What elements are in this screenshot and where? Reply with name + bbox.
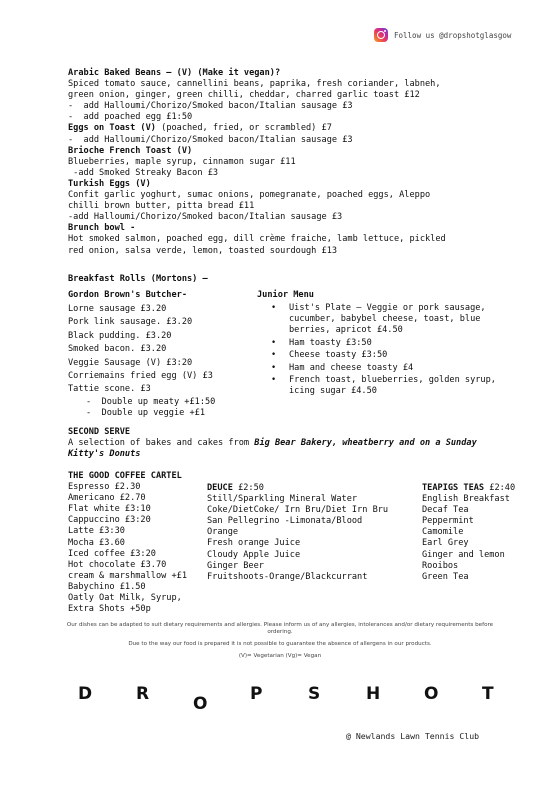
list-item: Flat white £3:10	[68, 504, 151, 515]
second-serve-text	[68, 438, 498, 461]
item-title: Arabic Baked Beans – (V) (Make it vegan)?	[68, 68, 281, 78]
list-item: Veggie Sausage (V) £3:20	[68, 357, 193, 368]
logo-letter: O	[424, 684, 439, 704]
list-item: Pork link sausage. £3.20	[68, 317, 193, 328]
deuce-title: DEUCE	[207, 483, 233, 493]
list-item: Cappuccino £3:20	[68, 515, 151, 526]
item-line: - add Halloumi/Chorizo/Smoked bacon/Italian sausage £3	[68, 134, 353, 145]
item-line: Blueberries, maple syrup, cinnamon sugar £11	[68, 156, 296, 167]
list-item: Rooibos	[422, 560, 459, 571]
dropshot-logo	[70, 684, 500, 722]
list-item: Cloudy Apple Juice	[207, 549, 301, 560]
item-line: Spiced tomato sauce, cannellini beans, paprika, fresh coriander, labneh,	[68, 79, 441, 90]
list-item: Green Tea	[422, 571, 469, 582]
brunch-section	[68, 68, 498, 257]
brunch-item	[68, 68, 498, 123]
list-item: Latte £3:30	[68, 526, 125, 537]
list-item: Coke/DietCoke/ Irn Bru/Diet Irn Bru	[207, 505, 389, 516]
allergy-notes	[60, 622, 500, 665]
list-item: cream & marshmallow +£1	[68, 570, 187, 581]
rolls-list	[68, 303, 215, 420]
item-title: Eggs on Toast (V)	[68, 123, 156, 134]
logo-letter: H	[366, 684, 381, 704]
item-title-rest: (poached, fried, or scrambled) £7	[155, 123, 332, 134]
social-link[interactable]	[374, 28, 511, 42]
list-item: Americano £2.70	[68, 493, 146, 504]
deuce-price: £2:50	[238, 483, 264, 493]
brunch-item	[68, 179, 498, 223]
list-item: Oatly Oat Milk, Syrup,	[68, 593, 182, 604]
coffee-column	[68, 471, 187, 615]
list-item: Ginger Beer	[207, 560, 264, 571]
list-item: Extra Shots +50p	[68, 604, 151, 615]
junior-list	[271, 303, 511, 399]
item-line: chilli brown butter, pitta bread £11	[68, 201, 255, 212]
list-item: Still/Sparkling Mineral Water	[207, 494, 358, 505]
list-item: • French toast, blueberries, golden syrup, icing sugar £4.50	[271, 375, 511, 397]
list-item: Tattie scone. £3	[68, 384, 151, 395]
list-item: Black pudding. £3.20	[68, 330, 172, 341]
list-item: Peppermint	[422, 516, 474, 527]
second-serve-title: SECOND SERVE	[68, 427, 131, 437]
list-item: • Ham and cheese toasty £4	[271, 363, 511, 374]
junior-title: Junior Menu	[257, 290, 314, 300]
logo-letter: T	[482, 684, 494, 704]
logo-letter: O	[193, 694, 208, 714]
list-item: Decaf Tea	[422, 505, 469, 516]
item-line: -add Smoked Streaky Bacon £3	[68, 167, 219, 178]
brunch-item	[68, 146, 498, 179]
teas-title: TEAPIGS TEAS	[422, 483, 485, 493]
coffee-title: THE GOOD COFFEE CARTEL	[68, 471, 182, 481]
venue-text: @ Newlands Lawn Tennis Club	[346, 731, 480, 741]
logo-letter: D	[78, 684, 93, 704]
brunch-item	[68, 123, 498, 145]
list-item: Smoked bacon. £3.20	[68, 344, 167, 355]
list-item: • Uist's Plate – Veggie or pork sausage, cucumber, babybel cheese, toast, blue berries, apricot £4.50	[271, 303, 511, 336]
list-item: Orange	[207, 527, 239, 538]
social-handle: Follow us @dropshotglasgow	[394, 30, 512, 40]
list-item: English Breakfast	[422, 494, 510, 505]
list-item: • Ham toasty £3:50	[271, 338, 511, 349]
allergen-disclaimer: Due to the way our food is prepared it is not possible to guarantee the absence of allergens in our products.	[128, 641, 432, 647]
list-item: Earl Grey	[422, 538, 469, 549]
list-item: • Cheese toasty £3:50	[271, 350, 511, 361]
list-item: Iced coffee £3:20	[68, 548, 156, 559]
item-line: - add poached egg £1:50	[68, 112, 193, 123]
teas-column	[422, 483, 515, 583]
instagram-icon	[374, 28, 388, 42]
list-item: San Pellegrino -Limonata/Blood	[207, 516, 363, 527]
item-title: Brunch bowl -	[68, 223, 136, 234]
list-subitem: - Double up meaty +£1:50	[86, 396, 216, 407]
item-title: Brioche French Toast (V)	[68, 145, 193, 156]
brunch-item	[68, 223, 498, 256]
teas-price: £2:40	[489, 483, 516, 493]
item-line: -add Halloumi/Chorizo/Smoked bacon/Italian sausage £3	[68, 212, 343, 223]
butcher-title: Gordon Brown's Butcher-	[68, 290, 187, 300]
item-line: Confit garlic yoghurt, sumac onions, pomegranate, poached eggs, Aleppo	[68, 190, 431, 201]
rolls-title: Breakfast Rolls (Mortons) –	[68, 274, 208, 284]
item-line: green onion, ginger, green chilli, cheddar, charred garlic toast £12	[68, 90, 420, 101]
diet-key: (V)= Vegetarian (Vg)= Vegan	[238, 653, 322, 659]
second-serve-highlight: Big Bear Bakery, wheatberry and on a Sunday Kitty's Donuts	[68, 438, 477, 460]
item-line: - add Halloumi/Chorizo/Smoked bacon/Italian sausage £3	[68, 101, 353, 112]
item-line: red onion, salsa verde, lemon, toasted sourdough £13	[68, 245, 338, 256]
list-item: Fresh orange Juice	[207, 538, 301, 549]
item-title: Turkish Eggs (V)	[68, 178, 151, 189]
item-line: Hot smoked salmon, poached egg, dill crème fraiche, lamb lettuce, pickled	[68, 234, 446, 245]
deuce-column	[207, 483, 388, 583]
list-item: Ginger and lemon	[422, 549, 505, 560]
list-item: Hot chocolate £3.70	[68, 559, 167, 570]
logo-letter: R	[136, 684, 150, 704]
list-subitem: - Double up veggie +£1	[86, 408, 205, 419]
list-item: Mocha £3.60	[68, 537, 125, 548]
list-item: Lorne sausage £3.20	[68, 304, 167, 314]
list-item: Babychino £1.50	[68, 581, 146, 592]
list-item: Corriemains fried egg (V) £3	[68, 370, 213, 381]
second-serve-intro: A selection of bakes and cakes from	[68, 438, 255, 448]
list-item: Espresso £2.30	[68, 482, 141, 493]
logo-letter: S	[308, 684, 321, 704]
logo-letter: P	[250, 684, 263, 704]
list-item: Camomile	[422, 527, 464, 538]
allergy-note: Our dishes can be adapted to suit dietary requirements and allergies. Please inform us of any allergies, intolerances and/or dietary requirements before ordering.	[66, 622, 494, 635]
list-item: Fruitshoots-Orange/Blackcurrant	[207, 571, 368, 582]
